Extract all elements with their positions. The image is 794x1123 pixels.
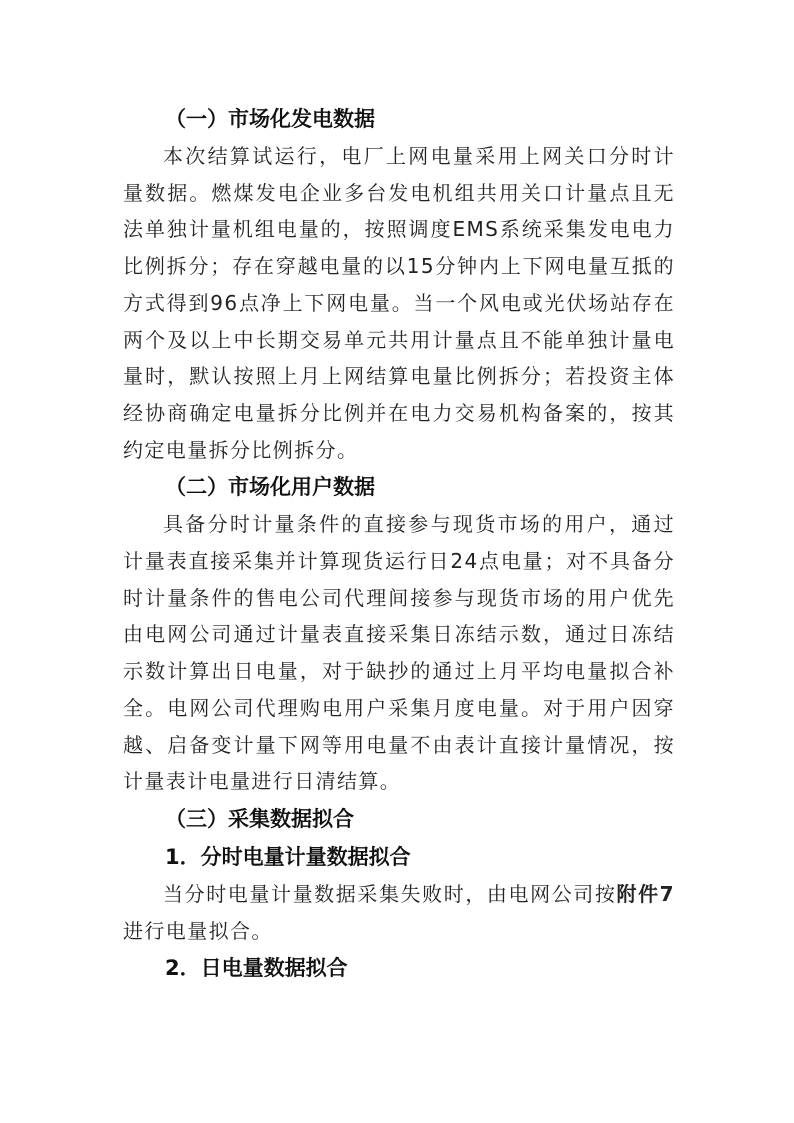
section-heading-1: （一）市场化发电数据 [165,107,375,131]
attachment-reference: 附件7 [616,881,675,906]
subsection-paragraph-1 [123,876,675,949]
subsection-heading-1: 1．分时电量计量数据拟合 [165,844,411,869]
paragraph-text-post: 进行电量拟合。 [123,918,273,943]
section-paragraph-2: 具备分时计量条件的直接参与现货市场的用户，通过计量表直接采集并计算现货运行日24点电量；对不具备分时计量条件的售电公司代理间接参与现货市场的用户优先由电网公司通过计量表直接采集日冻结示数，通过日冻结示数计算出日电量，对于缺抄的通过上月平均电量拟合补全。电网公司代理购电用户采集月度电量。对于用户因穿越、启备变计量下网等用电量不由表计直接计量情况，按计量表计电量进行日清结算。 [123,512,675,794]
section-heading-2: （二）市场化用户数据 [165,475,375,500]
section-heading-3: （三）采集数据拟合 [165,806,354,831]
subsection-heading-2: 2．日电量数据拟合 [165,956,348,981]
document-body [123,100,675,987]
section-paragraph-1: 本次结算试运行，电厂上网电量采用上网关口分时计量数据。燃煤发电企业多台发电机组共用关口计量点且无法单独计量机组电量的，按照调度EMS系统采集发电电力比例拆分；存在穿越电量的以15分钟内上下网电量互抵的方式得到96点净上下网电量。当一个风电或光伏场站存在两个及以上中长期交易单元共用计量点且不能单独计量电量时，默认按照上月上网结算电量比例拆分；若投资主体经协商确定电量拆分比例并在电力交易机构备案的，按其约定电量拆分比例拆分。 [123,144,675,462]
paragraph-text-pre: 当分时电量计量数据采集失败时，由电网公司按 [163,881,617,906]
